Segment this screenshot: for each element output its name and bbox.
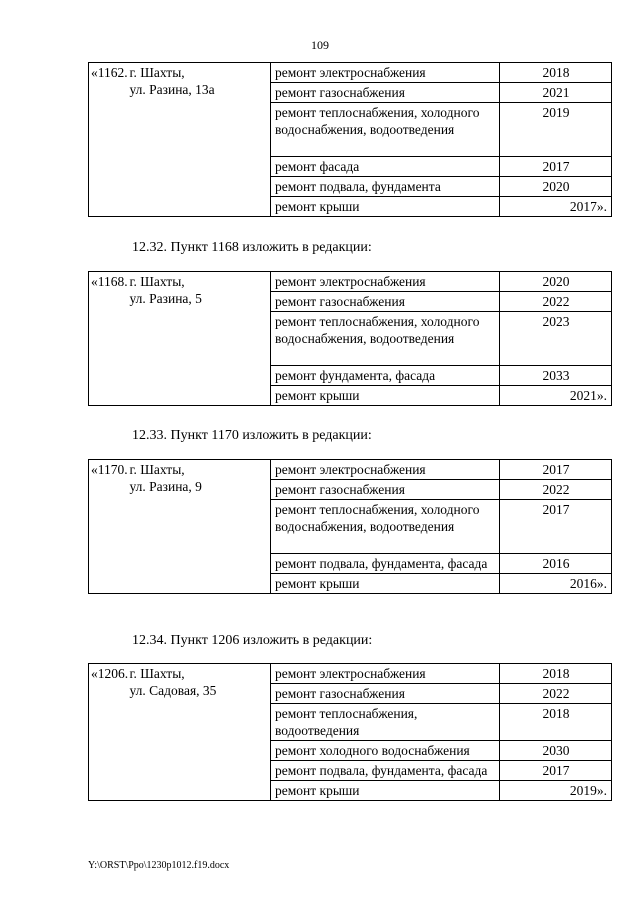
section-heading: 12.32. Пункт 1168 изложить в редакции: <box>132 240 372 255</box>
year-cell: 2017 <box>500 460 612 480</box>
work-cell: ремонт теплоснабжения, холодного водоснабжения, водоотведения <box>271 500 500 554</box>
entry-number: «1206. <box>89 664 126 801</box>
work-cell: ремонт электроснабжения <box>271 272 500 292</box>
address-street: ул. Разина, 9 <box>129 479 202 494</box>
address-street: ул. Разина, 5 <box>129 291 202 306</box>
year-cell: 2020 <box>500 177 612 197</box>
work-cell: ремонт крыши <box>271 386 500 406</box>
year-cell: 2018 <box>500 63 612 83</box>
year-cell: 2016 <box>500 554 612 574</box>
work-cell: ремонт подвала, фундамента <box>271 177 500 197</box>
entry-number: «1168. <box>89 272 126 406</box>
page-number: 109 <box>311 38 329 52</box>
entry-number: «1162. <box>89 63 126 217</box>
work-cell: ремонт фундамента, фасада <box>271 366 500 386</box>
work-cell: ремонт газоснабжения <box>271 83 500 103</box>
year-cell: 2033 <box>500 366 612 386</box>
address-city: г. Шахты, <box>129 65 185 80</box>
section-heading: 12.34. Пункт 1206 изложить в редакции: <box>132 633 373 648</box>
year-cell: 2018 <box>500 704 612 741</box>
year-cell: 2021». <box>500 386 612 406</box>
year-cell: 2020 <box>500 272 612 292</box>
year-cell: 2018 <box>500 664 612 684</box>
address-city: г. Шахты, <box>129 274 185 289</box>
year-cell: 2017 <box>500 157 612 177</box>
address-city: г. Шахты, <box>129 666 185 681</box>
entry-table-1162 <box>88 62 612 217</box>
work-cell: ремонт теплоснабжения, водоотведения <box>271 704 500 741</box>
work-cell: ремонт фасада <box>271 157 500 177</box>
year-cell: 2017 <box>500 500 612 554</box>
work-cell: ремонт электроснабжения <box>271 460 500 480</box>
year-cell: 2022 <box>500 292 612 312</box>
year-cell: 2019 <box>500 103 612 157</box>
entry-address <box>126 63 271 217</box>
entry-number: «1170. <box>89 460 126 594</box>
work-cell: ремонт газоснабжения <box>271 684 500 704</box>
year-cell: 2022 <box>500 684 612 704</box>
year-cell: 2023 <box>500 312 612 366</box>
work-cell: ремонт теплоснабжения, холодного водоснабжения, водоотведения <box>271 103 500 157</box>
year-cell: 2016». <box>500 574 612 594</box>
address-city: г. Шахты, <box>129 462 185 477</box>
work-cell: ремонт крыши <box>271 197 500 217</box>
year-cell: 2017 <box>500 761 612 781</box>
entry-address <box>126 460 271 594</box>
work-cell: ремонт крыши <box>271 574 500 594</box>
year-cell: 2019». <box>500 781 612 801</box>
year-cell: 2017». <box>500 197 612 217</box>
work-cell: ремонт подвала, фундамента, фасада <box>271 761 500 781</box>
work-cell: ремонт газоснабжения <box>271 480 500 500</box>
year-cell: 2021 <box>500 83 612 103</box>
entry-address <box>126 664 271 801</box>
entry-table-1170 <box>88 459 612 594</box>
work-cell: ремонт крыши <box>271 781 500 801</box>
work-cell: ремонт газоснабжения <box>271 292 500 312</box>
work-cell: ремонт теплоснабжения, холодного водоснабжения, водоотведения <box>271 312 500 366</box>
work-cell: ремонт электроснабжения <box>271 664 500 684</box>
file-path-footer: Y:\ORST\Ppo\1230p1012.f19.docx <box>88 860 230 871</box>
address-street: ул. Садовая, 35 <box>129 683 217 698</box>
section-heading: 12.33. Пункт 1170 изложить в редакции: <box>132 428 372 443</box>
work-cell: ремонт подвала, фундамента, фасада <box>271 554 500 574</box>
year-cell: 2030 <box>500 741 612 761</box>
entry-table-1168 <box>88 271 612 406</box>
address-street: ул. Разина, 13а <box>129 82 215 97</box>
work-cell: ремонт холодного водоснабжения <box>271 741 500 761</box>
year-cell: 2022 <box>500 480 612 500</box>
entry-address <box>126 272 271 406</box>
entry-table-1206 <box>88 663 612 801</box>
work-cell: ремонт электроснабжения <box>271 63 500 83</box>
